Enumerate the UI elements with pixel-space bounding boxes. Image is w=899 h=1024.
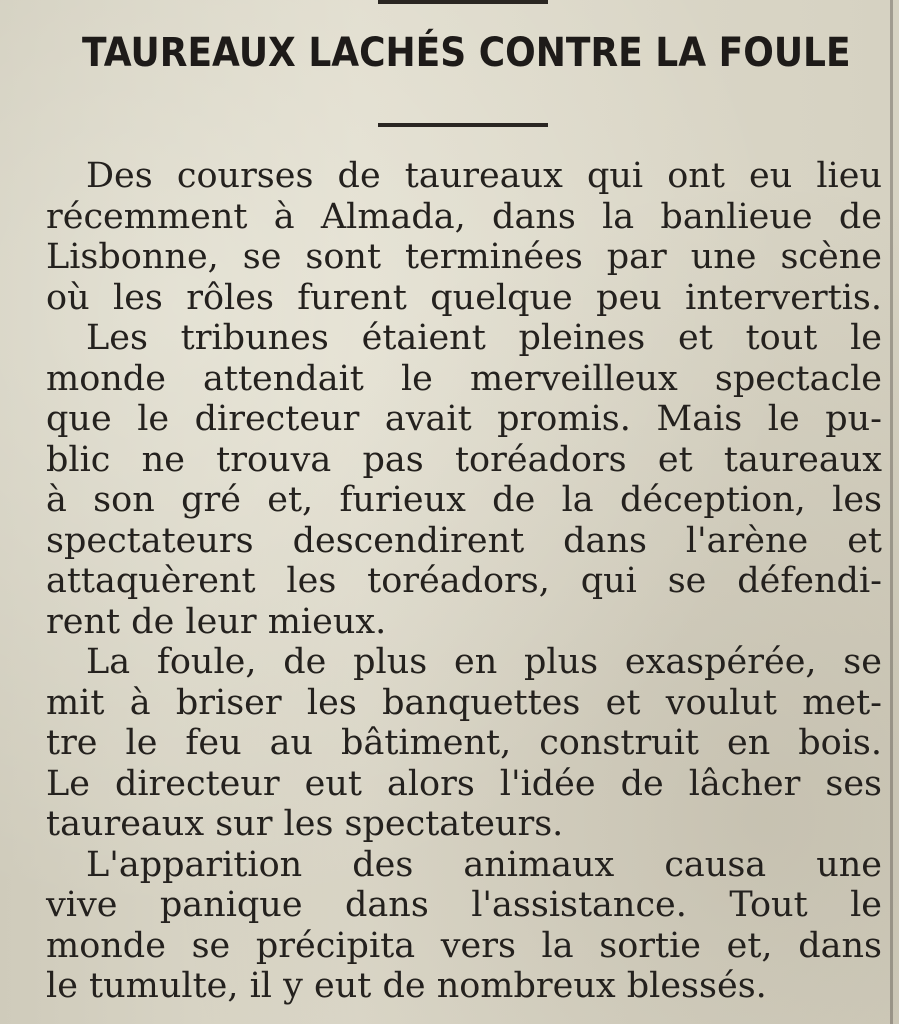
text-line: le tumulte, il y eut de nombreux blessés. bbox=[46, 966, 767, 1006]
paragraph-1 bbox=[46, 156, 882, 318]
text-line: vive panique dans l'assistance. Tout le bbox=[46, 885, 882, 925]
text-line: Les tribunes étaient pleines et tout le bbox=[86, 318, 882, 358]
text-line: blic ne trouva pas toréadors et taureaux bbox=[46, 439, 882, 480]
top-rule bbox=[378, 0, 548, 4]
text-line: où les rôles furent quelque peu intervertis. bbox=[46, 277, 882, 318]
text-line: mit à briser les banquettes et voulut met- bbox=[46, 682, 882, 723]
text-line: que le directeur avait promis. Mais le pu- bbox=[46, 399, 882, 439]
text-line: L'apparition des animaux causa une bbox=[86, 844, 882, 885]
column-edge-divider bbox=[890, 0, 893, 1024]
paragraph-2 bbox=[46, 318, 882, 642]
headline-rule bbox=[378, 123, 548, 127]
text-line: La foule, de plus en plus exaspérée, se bbox=[86, 642, 882, 682]
text-line: Le directeur eut alors l'idée de lâcher ses bbox=[46, 763, 882, 804]
article-body bbox=[46, 156, 882, 1007]
text-line: récemment à Almada, dans la banlieue de bbox=[46, 196, 882, 237]
text-line: monde se précipita vers la sortie et, dans bbox=[46, 925, 882, 966]
text-line: rent de leur mieux. bbox=[46, 601, 387, 642]
text-line: Lisbonne, se sont terminées par une scène bbox=[46, 237, 882, 277]
paragraph-3 bbox=[46, 642, 882, 845]
paragraph-4 bbox=[46, 845, 882, 1007]
headline: TAUREAUX LACHÉS CONTRE LA FOULE bbox=[82, 30, 851, 76]
text-line: Des courses de taureaux qui ont eu lieu bbox=[86, 156, 882, 196]
text-line: tre le feu au bâtiment, construit en bois. bbox=[46, 723, 882, 763]
text-line: à son gré et, furieux de la déception, les bbox=[46, 480, 882, 520]
text-line: taureaux sur les spectateurs. bbox=[46, 804, 564, 844]
text-line: monde attendait le merveilleux spectacle bbox=[46, 358, 882, 399]
text-line: spectateurs descendirent dans l'arène et bbox=[46, 520, 882, 561]
text-line: attaquèrent les toréadors, qui se défendi- bbox=[46, 561, 882, 601]
